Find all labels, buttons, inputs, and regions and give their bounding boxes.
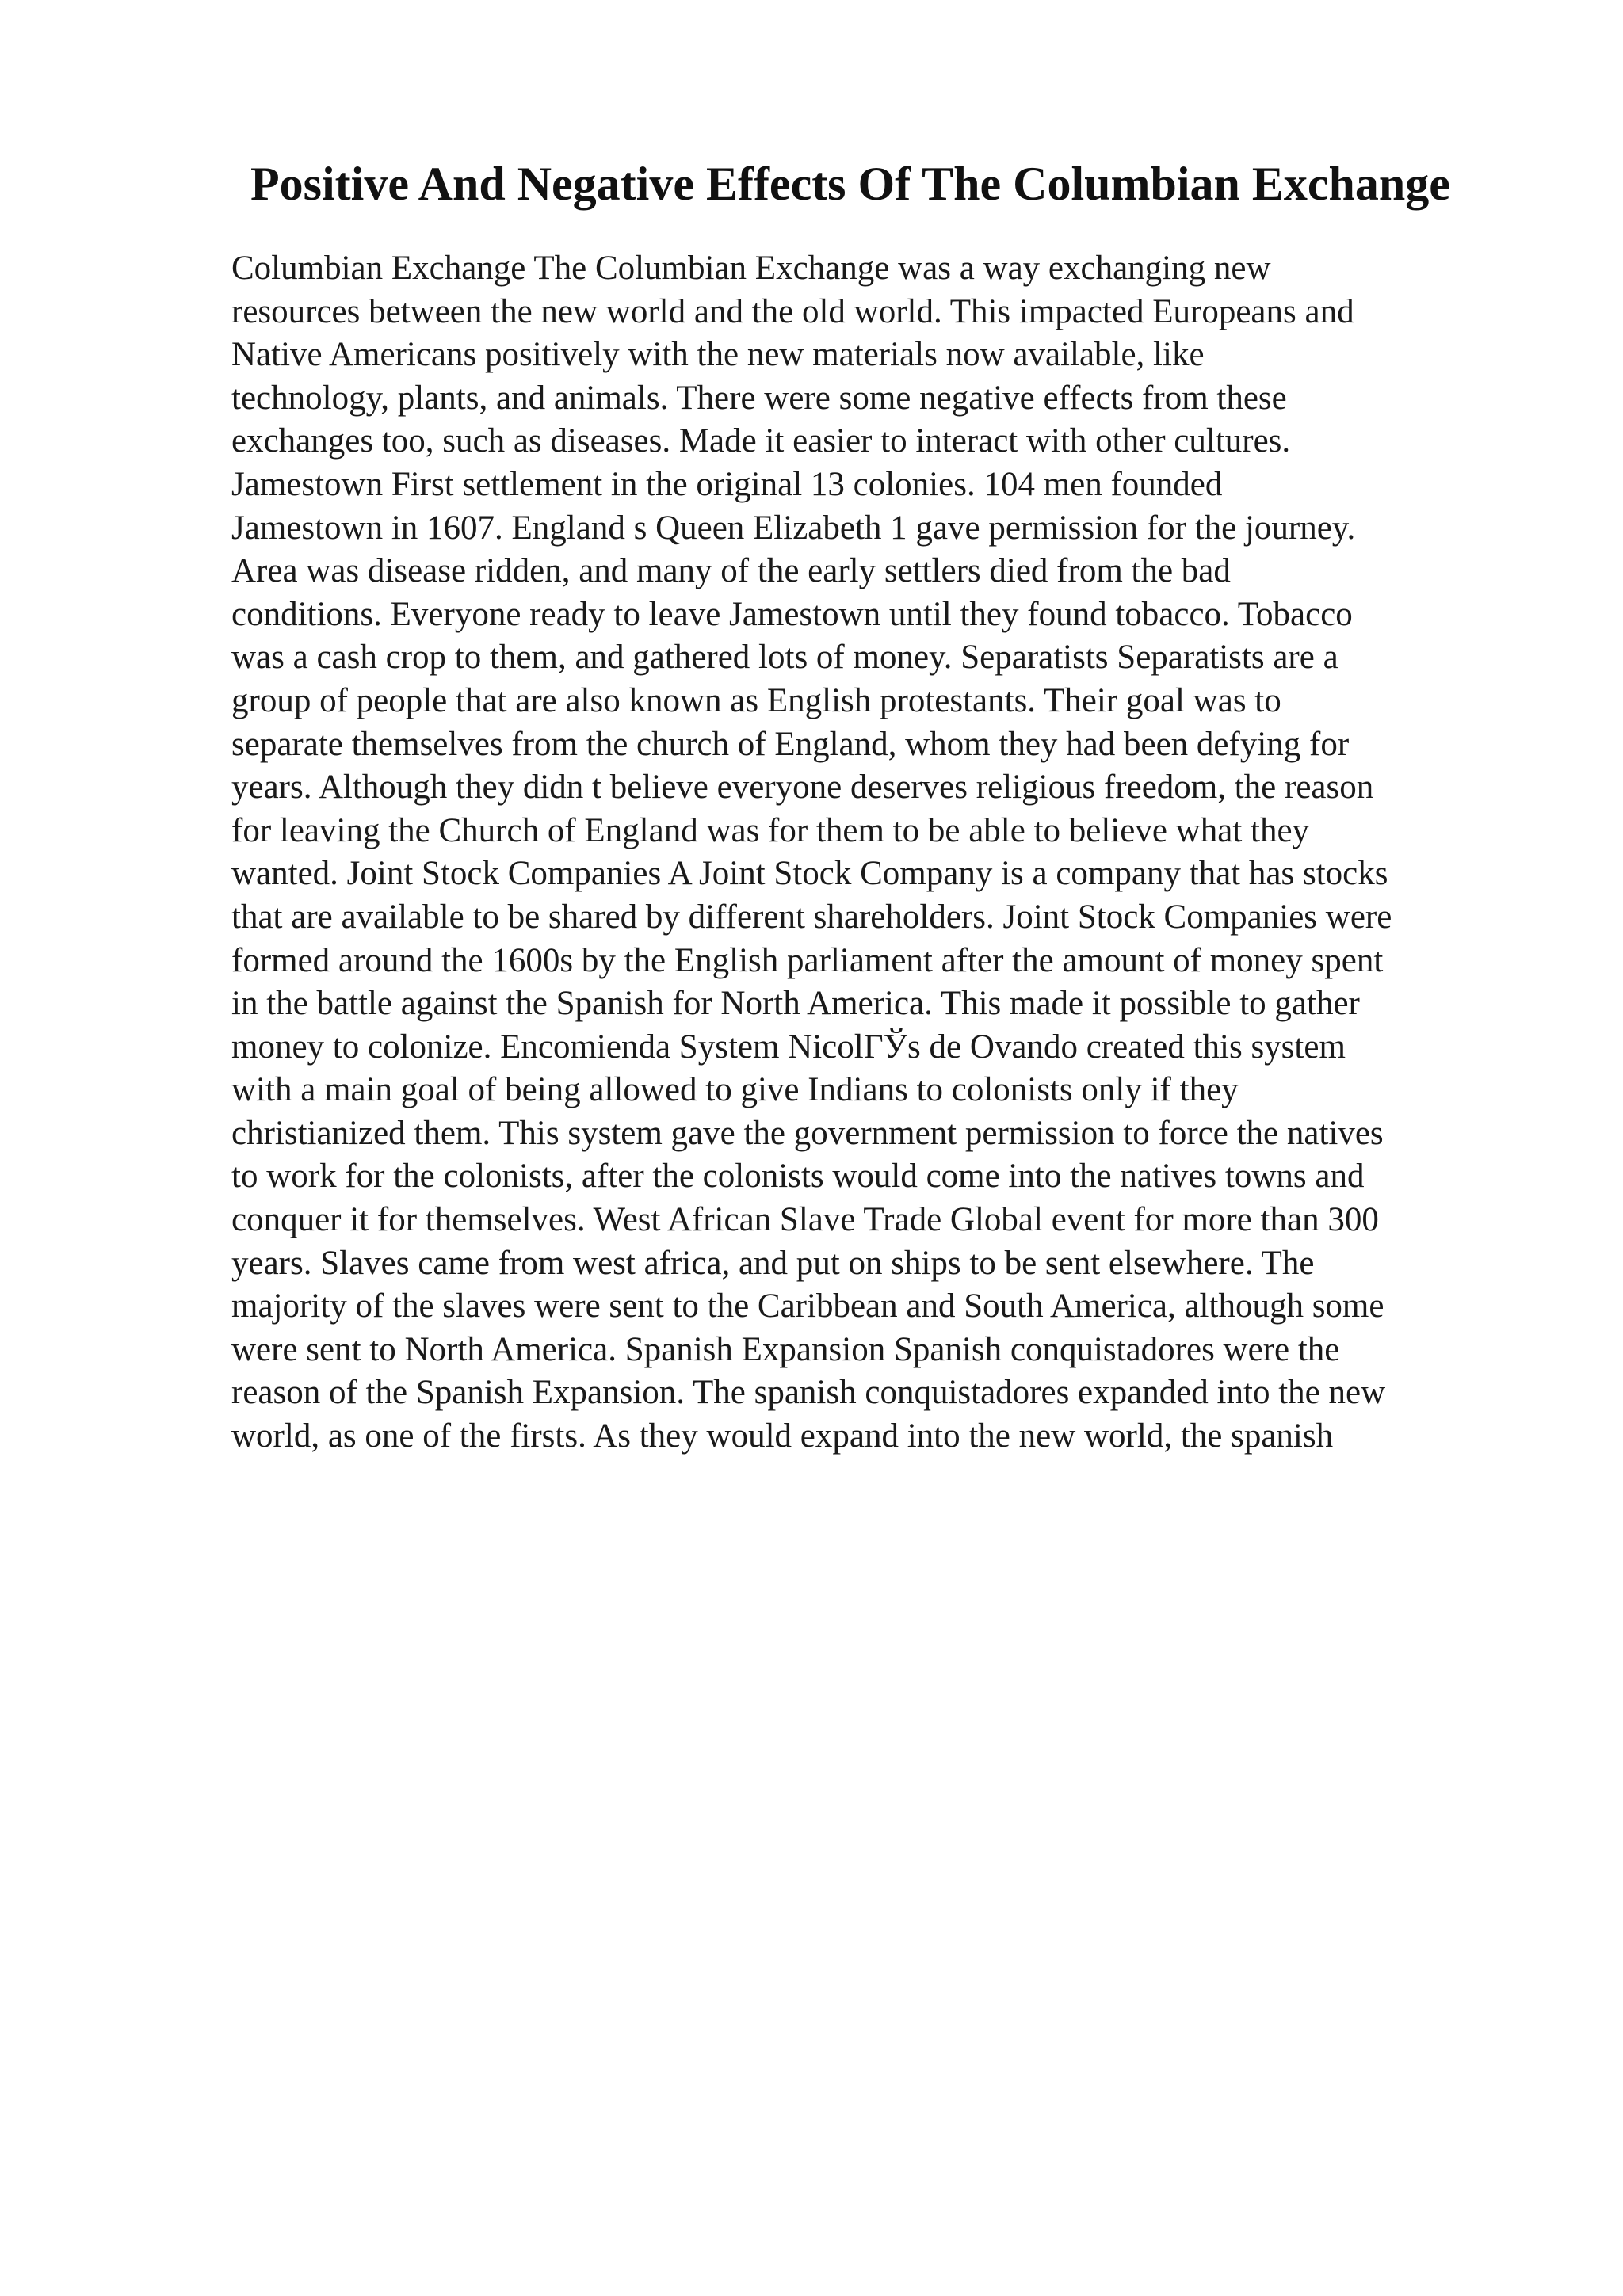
body-text-line: conditions. Everyone ready to leave Jamestown until they found tobacco. Tobacco xyxy=(231,595,1353,633)
body-text-line: Jamestown in 1607. England s Queen Elizabeth 1 gave permission for the journey. xyxy=(231,509,1356,547)
body-text-line: formed around the 1600s by the English parliament after the amount of money spent xyxy=(231,941,1384,979)
body-text-line: years. Although they didn t believe everyone deserves religious freedom, the reason xyxy=(231,769,1374,807)
body-text-line: wanted. Joint Stock Companies A Joint Stock Company is a company that has stocks xyxy=(231,855,1388,893)
body-text-line: exchanges too, such as diseases. Made it easier to interact with other cultures. xyxy=(231,422,1291,460)
body-text-line: conquer it for themselves. West African Slave Trade Global event for more than 300 xyxy=(231,1201,1379,1239)
body-text-line: was a cash crop to them, and gathered lots of money. Separatists Separatists are a xyxy=(231,639,1338,677)
document-body xyxy=(231,247,1579,1459)
body-text-line: world, as one of the firsts. As they would expand into the new world, the spanish xyxy=(231,1417,1334,1455)
body-text-line: christianized them. This system gave the government permission to force the natives xyxy=(231,1114,1384,1152)
document-title: Positive And Negative Effects Of The Columbian Exchange xyxy=(250,158,1450,210)
body-text-line: Columbian Exchange The Columbian Exchange was a way exchanging new xyxy=(231,250,1271,287)
body-text-line: separate themselves from the church of England, whom they had been defying for xyxy=(231,725,1350,763)
body-text-line: that are available to be shared by different shareholders. Joint Stock Companies were xyxy=(231,898,1392,936)
body-text-line: Jamestown First settlement in the original 13 colonies. 104 men founded xyxy=(231,465,1223,503)
body-text-line: were sent to North America. Spanish Expansion Spanish conquistadores were the xyxy=(231,1330,1340,1368)
body-text-line: Native Americans positively with the new materials now available, like xyxy=(231,336,1205,374)
body-text-line: resources between the new world and the old world. This impacted Europeans and xyxy=(231,292,1354,330)
body-text-line: for leaving the Church of England was for them to be able to believe what they xyxy=(231,811,1310,849)
body-text-line: years. Slaves came from west africa, and put on ships to be sent elsewhere. The xyxy=(231,1244,1315,1282)
body-text-line: Area was disease ridden, and many of the early settlers died from the bad xyxy=(231,552,1231,590)
body-text-line: money to colonize. Encomienda System NicolГЎs de Ovando created this system xyxy=(231,1028,1346,1066)
body-text-line: reason of the Spanish Expansion. The spanish conquistadores expanded into the new xyxy=(231,1374,1386,1412)
body-text-line: group of people that are also known as English protestants. Their goal was to xyxy=(231,681,1281,719)
body-text-line: to work for the colonists, after the colonists would come into the natives towns and xyxy=(231,1158,1365,1196)
body-text-line: with a main goal of being allowed to give Indians to colonists only if they xyxy=(231,1071,1239,1109)
body-text-line: in the battle against the Spanish for North America. This made it possible to gather xyxy=(231,985,1360,1023)
body-text-line: technology, plants, and animals. There were some negative effects from these xyxy=(231,379,1287,417)
body-text-line: majority of the slaves were sent to the Caribbean and South America, although some xyxy=(231,1287,1384,1325)
